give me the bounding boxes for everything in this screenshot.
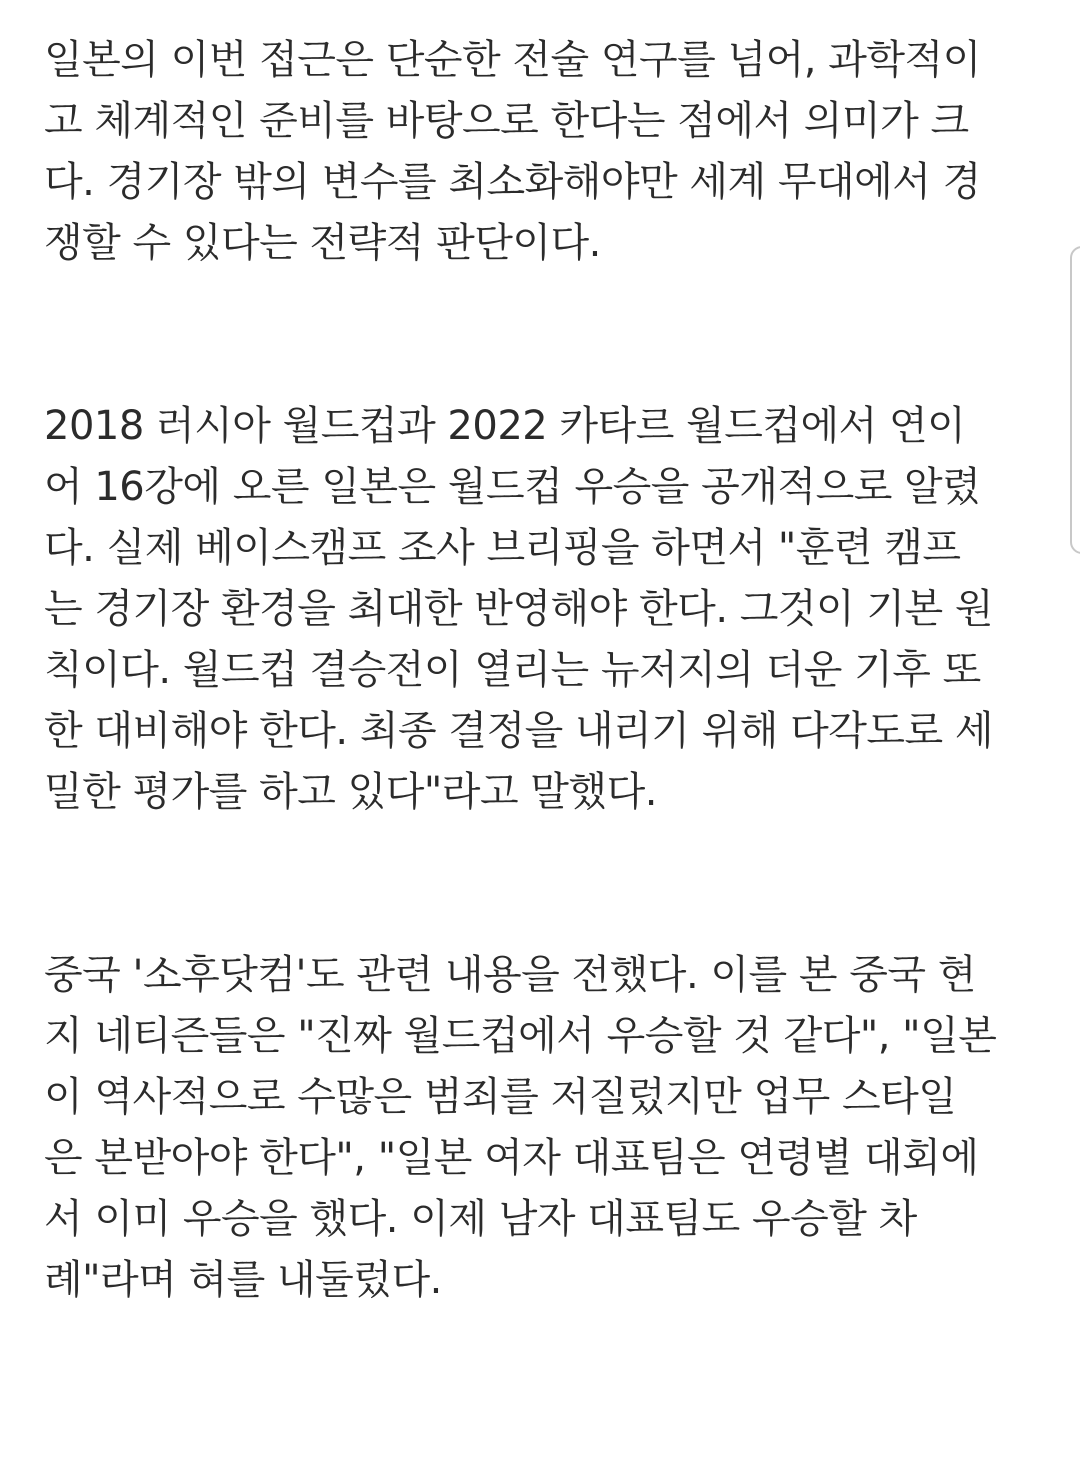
paragraph-line: 중국 '소후닷컴'도 관련 내용을 전했다. 이를 본 중국 현 <box>44 952 976 998</box>
paragraph-line: 일본의 이번 접근은 단순한 전술 연구를 넘어, 과학적이 <box>44 37 981 83</box>
paragraph-line: 고 체계적인 준비를 바탕으로 한다는 점에서 의미가 크 <box>44 98 969 144</box>
paragraph-line: 은 본받아야 한다", "일본 여자 대표팀은 연령별 대회에 <box>44 1135 979 1181</box>
paragraph-line: 한 대비해야 한다. 최종 결정을 내리기 위해 다각도로 세 <box>44 708 994 754</box>
paragraph-line: 는 경기장 환경을 최대한 반영해야 한다. 그것이 기본 원 <box>44 586 994 632</box>
paragraph-line: 다. 경기장 밖의 변수를 최소화해야만 세계 무대에서 경 <box>44 159 981 205</box>
paragraph-line: 칙이다. 월드컵 결승전이 열리는 뉴저지의 더운 기후 또 <box>44 647 981 693</box>
paragraph-line: 지 네티즌들은 "진짜 월드컵에서 우승할 것 같다", "일본 <box>44 1013 997 1059</box>
paragraph-line: 쟁할 수 있다는 전략적 판단이다. <box>44 220 601 266</box>
paragraph-line: 이 역사적으로 수많은 범죄를 저질렀지만 업무 스타일 <box>44 1074 957 1120</box>
paragraph-line: 2018 러시아 월드컵과 2022 카타르 월드컵에서 연이 <box>44 403 966 449</box>
article-paragraph <box>44 30 1044 274</box>
scrollbar-handle[interactable] <box>1070 246 1080 554</box>
article-paragraph <box>44 945 1044 1311</box>
paragraph-line: 례"라며 혀를 내둘렀다. <box>44 1257 442 1303</box>
paragraph-line: 서 이미 우승을 했다. 이제 남자 대표팀도 우승할 차 <box>44 1196 917 1242</box>
paragraph-line: 밀한 평가를 하고 있다"라고 말했다. <box>44 769 657 815</box>
article-paragraph <box>44 396 1044 823</box>
paragraph-spacer <box>44 823 1044 945</box>
paragraph-line: 어 16강에 오른 일본은 월드컵 우승을 공개적으로 알렸 <box>44 464 981 510</box>
paragraph-spacer <box>44 274 1044 396</box>
paragraph-line: 다. 실제 베이스캠프 조사 브리핑을 하면서 "훈련 캠프 <box>44 525 961 571</box>
article-body <box>44 30 1044 1311</box>
